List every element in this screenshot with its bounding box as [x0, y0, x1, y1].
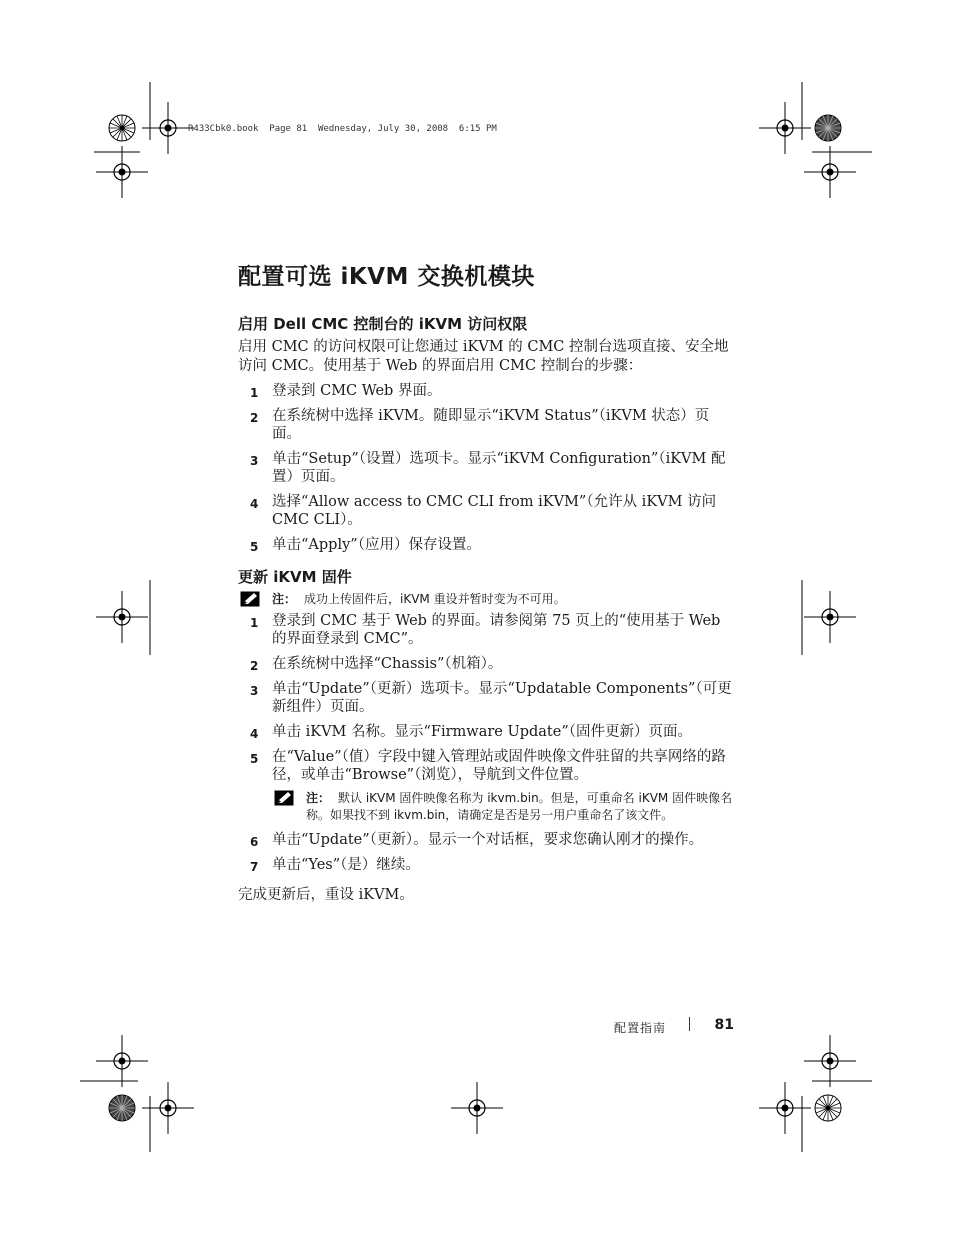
print-slug: R433Cbk0.book Page 81 Wednesday, July 30, 2008 6:15 PM [188, 124, 497, 134]
footer-divider [689, 1017, 690, 1031]
list-item: 1 登录到 CMC Web 界面。 [250, 383, 442, 400]
pencil-note-icon [240, 591, 260, 612]
section1-intro: 启用 CMC 的访问权限可让您通过 iKVM 的 CMC 控制台选项直接、安全地访问 CMC。使用基于 Web 的界面启用 CMC 控制台的步骤： [238, 339, 729, 374]
page-footer [560, 1017, 734, 1037]
list-item: 5 在“Value”（值）字段中键入管理站或固件映像文件驻留的共享网络的路径，或单击“Browse”（浏览），导航到文件位置。 注： 默认 iKVM 固件映像名称为 ikvm.bin。但是，可重命名 iKVM 固件映像名称。如果找不到 ikvm.bin，请确定是否是另一用户重命名了该文件。 [238, 748, 738, 824]
section2-heading: 更新 iKVM 固件 [238, 568, 352, 586]
list-item: 2 在系统树中选择“Chassis”（机箱）。 [250, 656, 503, 673]
list-item: 6 单击“Update”（更新）。显示一个对话框，要求您确认刚才的操作。 [250, 832, 704, 849]
list-item: 2 在系统树中选择 iKVM。随即显示“iKVM Status”（iKVM 状态）页面。 [250, 408, 710, 442]
list-item: 4 单击 iKVM 名称。显示“Firmware Update”（固件更新）页面。 [250, 724, 692, 741]
pencil-note-icon [274, 790, 294, 811]
list-item: 1 登录到 CMC 基于 Web 的界面。请参阅第 75 页上的“使用基于 Web 的界面登录到 CMC”。 [250, 613, 721, 647]
footer-title: 配置指南 [613, 1021, 666, 1035]
page-number: 81 [714, 1017, 734, 1033]
page-title: 配置可选 iKVM 交换机模块 [238, 264, 535, 290]
list-item: 3 单击“Update”（更新）选项卡。显示“Updatable Components”（可更新组件）页面。 [250, 681, 732, 715]
note: 注： 成功上传固件后，iKVM 重设并暂时变为不可用。 [238, 591, 738, 608]
list-item: 3 单击“Setup”（设置）选项卡。显示“iKVM Configuration”（iKVM 配置）页面。 [250, 451, 726, 485]
page-content [238, 258, 738, 911]
nested-note: 注： 默认 iKVM 固件映像名称为 ikvm.bin。但是，可重命名 iKVM 固件映像名称。如果找不到 ikvm.bin，请确定是否是另一用户重命名了该文件。 [272, 790, 738, 824]
closing-text: 完成更新后，重设 iKVM。 [238, 887, 414, 903]
section1-heading: 启用 Dell CMC 控制台的 iKVM 访问权限 [238, 315, 528, 333]
section1-steps [238, 382, 738, 554]
list-item: 4 选择“Allow access to CMC CLI from iKVM”（允许从 iKVM 访问 CMC CLI）。 [250, 494, 717, 528]
section2-steps [238, 612, 738, 874]
list-item: 7 单击“Yes”（是）继续。 [250, 857, 420, 874]
list-item: 5 单击“Apply”（应用）保存设置。 [250, 537, 481, 554]
